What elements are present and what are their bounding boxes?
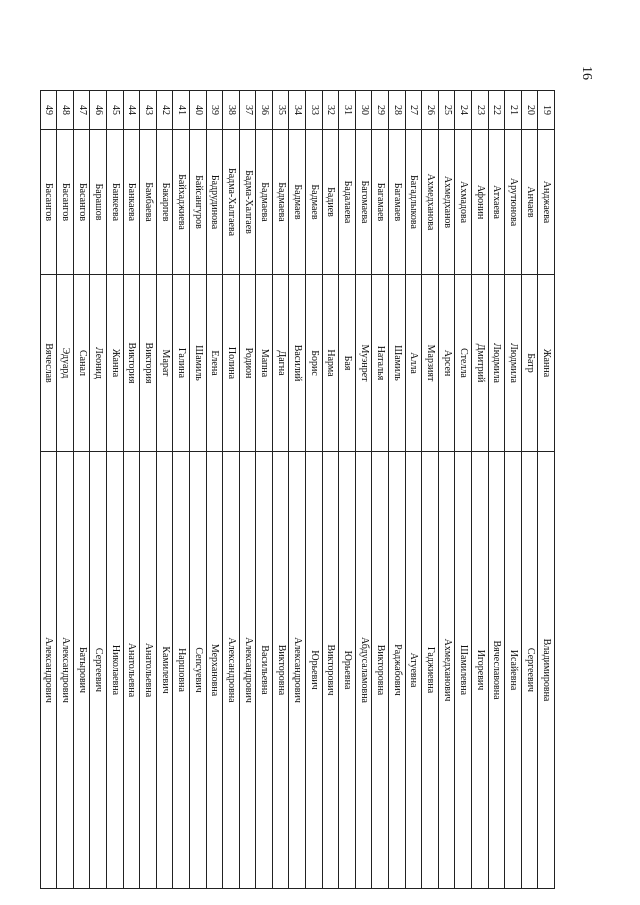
- roster-table-wrap: [43, 90, 555, 860]
- table-row: [189, 91, 206, 889]
- first-name-cell: Виктория: [140, 275, 157, 452]
- row-number: 33: [306, 91, 323, 130]
- row-number: 39: [206, 91, 223, 130]
- row-number: 36: [256, 91, 273, 130]
- table-row: [355, 91, 372, 889]
- table-row: [339, 91, 356, 889]
- row-number: 26: [422, 91, 439, 130]
- first-name-cell: Шамиль: [389, 275, 406, 452]
- patronymic-cell: Исайевна: [505, 452, 522, 889]
- patronymic-cell: Юрьевна: [339, 452, 356, 889]
- table-row: [73, 91, 90, 889]
- patronymic-cell: Владимировна: [538, 452, 555, 889]
- patronymic-cell: Юрьевич: [306, 452, 323, 889]
- row-number: 45: [106, 91, 123, 130]
- row-number: 24: [455, 91, 472, 130]
- first-name-cell: Арсен: [438, 275, 455, 452]
- surname-cell: Ахмедханова: [422, 130, 439, 275]
- row-number: 30: [355, 91, 372, 130]
- row-number: 22: [488, 91, 505, 130]
- table-row: [223, 91, 240, 889]
- first-name-cell: Елена: [206, 275, 223, 452]
- patronymic-cell: Гаджиевна: [422, 452, 439, 889]
- first-name-cell: Дагна: [272, 275, 289, 452]
- patronymic-cell: Александрович: [40, 452, 57, 889]
- patronymic-cell: Мерхановна: [206, 452, 223, 889]
- row-number: 34: [289, 91, 306, 130]
- patronymic-cell: Сергеевич: [521, 452, 538, 889]
- surname-cell: Байхаджиева: [173, 130, 190, 275]
- row-number: 48: [57, 91, 74, 130]
- row-number: 42: [156, 91, 173, 130]
- surname-cell: Басангов: [40, 130, 57, 275]
- table-row: [538, 91, 555, 889]
- first-name-cell: Бая: [339, 275, 356, 452]
- table-row: [239, 91, 256, 889]
- patronymic-cell: Абдусаламовна: [355, 452, 372, 889]
- row-number: 31: [339, 91, 356, 130]
- row-number: 27: [405, 91, 422, 130]
- row-number: 19: [538, 91, 555, 130]
- first-name-cell: Людмила: [505, 275, 522, 452]
- surname-cell: Бадма-Халгаев: [239, 130, 256, 275]
- patronymic-cell: Николаевна: [106, 452, 123, 889]
- first-name-cell: Мапна: [256, 275, 273, 452]
- table-row: [90, 91, 107, 889]
- first-name-cell: Санал: [73, 275, 90, 452]
- patronymic-cell: Александрович: [57, 452, 74, 889]
- surname-cell: Бакарпев: [156, 130, 173, 275]
- first-name-cell: Стелла: [455, 275, 472, 452]
- table-row: [40, 91, 57, 889]
- row-number: 29: [372, 91, 389, 130]
- table-row: [521, 91, 538, 889]
- first-name-cell: Людмила: [488, 275, 505, 452]
- table-row: [272, 91, 289, 889]
- patronymic-cell: Батырович: [73, 452, 90, 889]
- patronymic-cell: Александрович: [239, 452, 256, 889]
- row-number: 44: [123, 91, 140, 130]
- first-name-cell: Борис: [306, 275, 323, 452]
- patronymic-cell: Александрович: [289, 452, 306, 889]
- surname-cell: Бамбаева: [140, 130, 157, 275]
- table-row: [488, 91, 505, 889]
- row-number: 37: [239, 91, 256, 130]
- row-number: 38: [223, 91, 240, 130]
- surname-cell: Арутюнова: [505, 130, 522, 275]
- patronymic-cell: Викторович: [322, 452, 339, 889]
- patronymic-cell: Викторовна: [272, 452, 289, 889]
- first-name-cell: Василий: [289, 275, 306, 452]
- first-name-cell: Полина: [223, 275, 240, 452]
- roster-table-body: [40, 91, 554, 889]
- first-name-cell: Родион: [239, 275, 256, 452]
- surname-cell: Банкаева: [123, 130, 140, 275]
- page-number: 16: [579, 66, 594, 80]
- surname-cell: Байсангуров: [189, 130, 206, 275]
- row-number: 47: [73, 91, 90, 130]
- row-number: 40: [189, 91, 206, 130]
- first-name-cell: Наталья: [372, 275, 389, 452]
- surname-cell: Бадмаев: [289, 130, 306, 275]
- surname-cell: Анчаев: [521, 130, 538, 275]
- table-row: [422, 91, 439, 889]
- row-number: 20: [521, 91, 538, 130]
- table-row: [505, 91, 522, 889]
- table-row: [455, 91, 472, 889]
- surname-cell: Басангов: [57, 130, 74, 275]
- table-row: [156, 91, 173, 889]
- patronymic-cell: Камилевич: [156, 452, 173, 889]
- row-number: 32: [322, 91, 339, 130]
- surname-cell: Афонин: [472, 130, 489, 275]
- surname-cell: Банкеева: [106, 130, 123, 275]
- surname-cell: Барашов: [90, 130, 107, 275]
- patronymic-cell: Анатольевна: [123, 452, 140, 889]
- first-name-cell: Алла: [405, 275, 422, 452]
- surname-cell: Бадмаев: [306, 130, 323, 275]
- table-row: [123, 91, 140, 889]
- first-name-cell: Марзият: [422, 275, 439, 452]
- table-row: [206, 91, 223, 889]
- surname-cell: Бадрудинова: [206, 130, 223, 275]
- surname-cell: Бадалаева: [339, 130, 356, 275]
- table-row: [438, 91, 455, 889]
- roster-table: [40, 90, 555, 889]
- first-name-cell: Нарма: [322, 275, 339, 452]
- surname-cell: Бадиев: [322, 130, 339, 275]
- patronymic-cell: Шамилевна: [455, 452, 472, 889]
- surname-cell: Бадмаева: [256, 130, 273, 275]
- table-row: [173, 91, 190, 889]
- row-number: 46: [90, 91, 107, 130]
- surname-cell: Атхаева: [488, 130, 505, 275]
- table-row: [306, 91, 323, 889]
- first-name-cell: Виктория: [123, 275, 140, 452]
- first-name-cell: Шамиль: [189, 275, 206, 452]
- table-row: [372, 91, 389, 889]
- patronymic-cell: Ахмедханович: [438, 452, 455, 889]
- patronymic-cell: Атуевна: [405, 452, 422, 889]
- table-row: [472, 91, 489, 889]
- first-name-cell: Леонид: [90, 275, 107, 452]
- surname-cell: Багомаева: [355, 130, 372, 275]
- table-row: [140, 91, 157, 889]
- patronymic-cell: Александровна: [223, 452, 240, 889]
- patronymic-cell: Вячеславовна: [488, 452, 505, 889]
- first-name-cell: Галина: [173, 275, 190, 452]
- patronymic-cell: Васильевна: [256, 452, 273, 889]
- table-row: [57, 91, 74, 889]
- surname-cell: Багамаев: [372, 130, 389, 275]
- row-number: 35: [272, 91, 289, 130]
- row-number: 28: [389, 91, 406, 130]
- surname-cell: Багадлыкова: [405, 130, 422, 275]
- row-number: 43: [140, 91, 157, 130]
- surname-cell: Басангов: [73, 130, 90, 275]
- patronymic-cell: Наршовна: [173, 452, 190, 889]
- surname-cell: Бадма-Халгаева: [223, 130, 240, 275]
- table-row: [106, 91, 123, 889]
- first-name-cell: Вячеслав: [40, 275, 57, 452]
- first-name-cell: Дмитрий: [472, 275, 489, 452]
- table-row: [322, 91, 339, 889]
- surname-cell: Бадмаева: [272, 130, 289, 275]
- rotated-sheet: [43, 90, 555, 860]
- table-row: [289, 91, 306, 889]
- patronymic-cell: Викторовна: [372, 452, 389, 889]
- row-number: 49: [40, 91, 57, 130]
- patronymic-cell: Сергеевич: [90, 452, 107, 889]
- first-name-cell: Муэнрет: [355, 275, 372, 452]
- patronymic-cell: Игоревич: [472, 452, 489, 889]
- surname-cell: Багамаев: [389, 130, 406, 275]
- row-number: 25: [438, 91, 455, 130]
- row-number: 23: [472, 91, 489, 130]
- first-name-cell: Эдуард: [57, 275, 74, 452]
- table-row: [389, 91, 406, 889]
- table-row: [405, 91, 422, 889]
- first-name-cell: Батр: [521, 275, 538, 452]
- surname-cell: Анджаева: [538, 130, 555, 275]
- patronymic-cell: Анатольевна: [140, 452, 157, 889]
- row-number: 21: [505, 91, 522, 130]
- table-row: [256, 91, 273, 889]
- first-name-cell: Жанна: [106, 275, 123, 452]
- surname-cell: Ахмедханов: [438, 130, 455, 275]
- row-number: 41: [173, 91, 190, 130]
- patronymic-cell: Сепсуевич: [189, 452, 206, 889]
- surname-cell: Ахмадова: [455, 130, 472, 275]
- patronymic-cell: Раджабович: [389, 452, 406, 889]
- first-name-cell: Марат: [156, 275, 173, 452]
- first-name-cell: Жанна: [538, 275, 555, 452]
